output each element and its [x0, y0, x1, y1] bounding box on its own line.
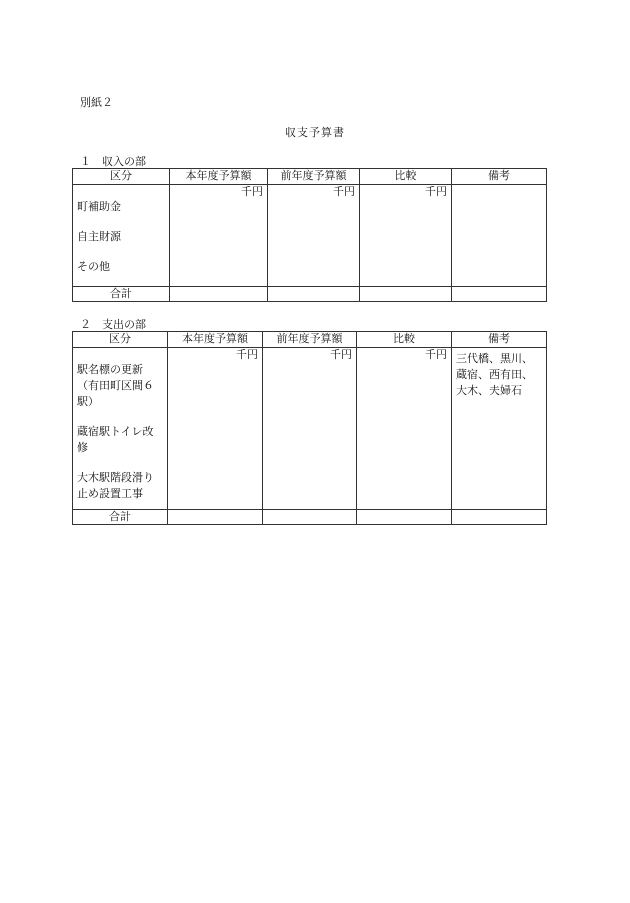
income-table [72, 168, 547, 302]
expense-total-label: 合計 [73, 510, 168, 525]
header-current-budget: 本年度予算額 [170, 169, 268, 185]
header-category: 区分 [73, 169, 170, 185]
unit-label: 千円 [236, 348, 258, 361]
income-current-budget-cell [170, 185, 268, 287]
station-note: 三代橋、黒川、蔵宿、西有田、大木、夫婦石 [456, 352, 533, 397]
expense-section-heading: ２ 支出の部 [80, 318, 146, 331]
header-current-budget: 本年度予算額 [168, 332, 263, 348]
list-item: 自主財源 [77, 230, 121, 243]
income-remarks-cell [452, 185, 547, 287]
header-comparison: 比較 [360, 169, 452, 185]
list-item: 駅名標の更新（有田町区間６駅） [77, 363, 154, 408]
income-category-cell [73, 185, 170, 287]
unit-label: 千円 [330, 348, 352, 361]
income-total-label: 合計 [73, 287, 170, 302]
income-total-previous [268, 287, 360, 302]
expense-category-cell [73, 348, 168, 510]
income-total-comparison [360, 287, 452, 302]
list-item: 町補助金 [77, 200, 121, 213]
unit-label: 千円 [425, 185, 447, 198]
expense-table [72, 331, 547, 525]
list-item: 大木駅階段滑り止め設置工事 [77, 471, 154, 500]
list-item: 蔵宿駅トイレ改修 [77, 425, 154, 454]
expense-header-row [73, 332, 547, 348]
expense-total-previous [263, 510, 357, 525]
header-category: 区分 [73, 332, 168, 348]
attachment-label: 別紙２ [80, 96, 113, 109]
header-remarks: 備考 [452, 169, 547, 185]
header-remarks: 備考 [452, 332, 547, 348]
expense-total-row [73, 510, 547, 525]
income-previous-budget-cell [268, 185, 360, 287]
unit-label: 千円 [241, 185, 263, 198]
expense-total-current [168, 510, 263, 525]
unit-label: 千円 [333, 185, 355, 198]
income-section-heading: １ 収入の部 [80, 155, 146, 168]
income-total-remarks [452, 287, 547, 302]
document-title: 収支予算書 [285, 126, 345, 139]
expense-remarks-cell [452, 348, 547, 510]
income-comparison-cell [360, 185, 452, 287]
expense-current-budget-cell [168, 348, 263, 510]
header-previous-budget: 前年度予算額 [268, 169, 360, 185]
income-total-row [73, 287, 547, 302]
list-item: その他 [77, 260, 110, 273]
header-previous-budget: 前年度予算額 [263, 332, 357, 348]
expense-total-remarks [452, 510, 547, 525]
expense-category-list [77, 348, 163, 502]
expense-previous-budget-cell [263, 348, 357, 510]
expense-comparison-cell [357, 348, 452, 510]
income-category-list [77, 185, 165, 275]
income-total-current [170, 287, 268, 302]
income-header-row [73, 169, 547, 185]
income-body-row [73, 185, 547, 287]
unit-label: 千円 [425, 348, 447, 361]
expense-body-row [73, 348, 547, 510]
header-comparison: 比較 [357, 332, 452, 348]
expense-total-comparison [357, 510, 452, 525]
